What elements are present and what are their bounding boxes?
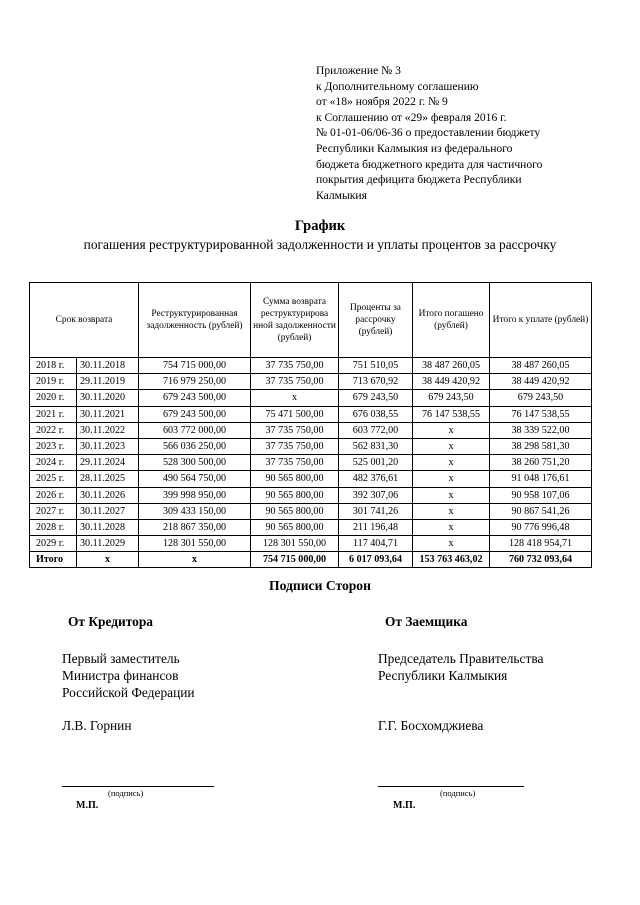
cell-topay: 90 776 996,48 [490, 519, 592, 535]
table-total-row [30, 552, 592, 568]
appendix-line: Приложение № 3 [316, 64, 401, 77]
table-row [30, 471, 592, 487]
header-debt: Реструктурированная задолженность (рублей) [139, 283, 251, 358]
cell-repay: 37 735 750,00 [251, 358, 339, 374]
cell-debt: 218 867 350,00 [139, 519, 251, 535]
cell-interest: 676 038,55 [339, 406, 413, 422]
cell-repay: 90 565 800,00 [251, 503, 339, 519]
borrower-position-line: Республики Калмыкия [378, 668, 508, 683]
creditor-name: Л.В. Горнин [62, 718, 132, 733]
cell-repay: 37 735 750,00 [251, 374, 339, 390]
cell-date: 29.11.2024 [77, 455, 139, 471]
table-row [30, 503, 592, 519]
cell-repay: 90 565 800,00 [251, 519, 339, 535]
cell-repay: 90 565 800,00 [251, 471, 339, 487]
creditor-seal: М.П. [76, 800, 99, 811]
cell-paid: 38 449 420,92 [413, 374, 490, 390]
cell-debt: 528 300 500,00 [139, 455, 251, 471]
cell-repay: 90 565 800,00 [251, 487, 339, 503]
creditor-position-line: Российской Федерации [62, 685, 195, 700]
appendix-line: бюджета бюджетного кредита для частичного [316, 157, 543, 171]
document-subtitle: погашения реструктурированной задолженности и уплаты процентов за рассрочку [83, 237, 557, 252]
appendix-line: от «18» ноября 2022 г. № 9 [316, 95, 448, 109]
borrower-signature-caption: (подпись) [440, 788, 476, 798]
cell-year: 2026 г. [30, 487, 77, 503]
appendix-line: Республики Калмыкия из федерального [316, 141, 513, 155]
cell-debt: 566 036 250,00 [139, 438, 251, 454]
header-term: Срок возврата [30, 283, 139, 358]
cell-total-interest: 6 017 093,64 [339, 552, 413, 568]
cell-interest: 525 001,20 [339, 455, 413, 471]
cell-topay: 91 048 176,61 [490, 471, 592, 487]
header-paid: Итого погашено (рублей) [413, 283, 490, 358]
table-row [30, 358, 592, 374]
cell-paid: x [413, 519, 490, 535]
table-row [30, 374, 592, 390]
appendix-line: Калмыкия [316, 188, 367, 202]
cell-topay: 38 487 260,05 [490, 358, 592, 374]
cell-date: 30.11.2020 [77, 390, 139, 406]
signatures-title: Подписи Сторон [269, 578, 371, 593]
cell-year: 2023 г. [30, 438, 77, 454]
cell-debt: 679 243 500,00 [139, 406, 251, 422]
cell-debt: 716 979 250,00 [139, 374, 251, 390]
cell-interest: 211 196,48 [339, 519, 413, 535]
table-row [30, 438, 592, 454]
cell-date: 30.11.2028 [77, 519, 139, 535]
cell-topay: 128 418 954,71 [490, 536, 592, 552]
cell-year: 2024 г. [30, 455, 77, 471]
table-row [30, 422, 592, 438]
cell-topay: 90 958 107,06 [490, 487, 592, 503]
cell-date: 30.11.2027 [77, 503, 139, 519]
cell-date: 30.11.2018 [77, 358, 139, 374]
creditor-position [62, 650, 195, 701]
cell-date: 30.11.2023 [77, 438, 139, 454]
cell-repay: 37 735 750,00 [251, 438, 339, 454]
cell-paid: x [413, 471, 490, 487]
cell-year: 2018 г. [30, 358, 77, 374]
cell-total-repay: 754 715 000,00 [251, 552, 339, 568]
cell-interest: 482 376,61 [339, 471, 413, 487]
cell-paid: x [413, 422, 490, 438]
cell-debt: 309 433 150,00 [139, 503, 251, 519]
table-row [30, 536, 592, 552]
cell-topay: 38 298 581,30 [490, 438, 592, 454]
table-row [30, 406, 592, 422]
cell-repay: 128 301 550,00 [251, 536, 339, 552]
cell-total-debt: x [139, 552, 251, 568]
cell-debt: 490 564 750,00 [139, 471, 251, 487]
cell-total-date: x [77, 552, 139, 568]
borrower-name: Г.Г. Босхомджиева [378, 718, 484, 733]
cell-paid: x [413, 455, 490, 471]
cell-interest: 679 243,50 [339, 390, 413, 406]
cell-paid: x [413, 438, 490, 454]
cell-debt: 128 301 550,00 [139, 536, 251, 552]
creditor-position-line: Первый заместитель [62, 651, 180, 666]
creditor-signature-line [62, 786, 214, 787]
appendix-line: покрытия дефицита бюджета Республики [316, 173, 522, 187]
cell-date: 30.11.2029 [77, 536, 139, 552]
borrower-seal: М.П. [393, 800, 416, 811]
table-row [30, 519, 592, 535]
cell-paid: x [413, 503, 490, 519]
cell-debt: 603 772 000,00 [139, 422, 251, 438]
cell-interest: 713 670,92 [339, 374, 413, 390]
cell-year: 2025 г. [30, 471, 77, 487]
cell-year: 2020 г. [30, 390, 77, 406]
cell-debt: 679 243 500,00 [139, 390, 251, 406]
cell-date: 29.11.2019 [77, 374, 139, 390]
header-repay: Сумма возврата реструктурирова нной задолженности (рублей) [251, 283, 339, 358]
table-row [30, 455, 592, 471]
cell-debt: 754 715 000,00 [139, 358, 251, 374]
borrower-position-line: Председатель Правительства [378, 651, 544, 666]
header-interest: Проценты за рассрочку (рублей) [339, 283, 413, 358]
cell-year: 2029 г. [30, 536, 77, 552]
cell-year: 2027 г. [30, 503, 77, 519]
cell-interest: 301 741,26 [339, 503, 413, 519]
appendix-line: № 01-01-06/06-36 о предоставлении бюджету [316, 126, 541, 140]
cell-total-label: Итого [30, 552, 77, 568]
borrower-signature-line [378, 786, 524, 787]
cell-interest: 603 772,00 [339, 422, 413, 438]
creditor-signature-caption: (подпись) [108, 788, 144, 798]
cell-paid: 38 487 260,05 [413, 358, 490, 374]
table-row [30, 487, 592, 503]
document-title: График [294, 218, 346, 234]
borrower-party: От Заемщика [385, 614, 468, 629]
cell-topay: 90 867 541,26 [490, 503, 592, 519]
appendix-line: к Соглашению от «29» февраля 2016 г. [316, 110, 507, 124]
cell-year: 2019 г. [30, 374, 77, 390]
appendix-header [316, 63, 616, 203]
cell-year: 2022 г. [30, 422, 77, 438]
cell-paid: x [413, 536, 490, 552]
cell-debt: 399 998 950,00 [139, 487, 251, 503]
borrower-position [378, 650, 543, 684]
cell-repay: 75 471 500,00 [251, 406, 339, 422]
cell-topay: 38 260 751,20 [490, 455, 592, 471]
cell-interest: 751 510,05 [339, 358, 413, 374]
header-topay: Итого к уплате (рублей) [490, 283, 592, 358]
cell-topay: 38 449 420,92 [490, 374, 592, 390]
cell-interest: 562 831,30 [339, 438, 413, 454]
cell-date: 28.11.2025 [77, 471, 139, 487]
cell-year: 2028 г. [30, 519, 77, 535]
cell-topay: 679 243,50 [490, 390, 592, 406]
cell-topay: 38 339 522,00 [490, 422, 592, 438]
appendix-line: к Дополнительному соглашению [316, 79, 479, 93]
cell-repay: 37 735 750,00 [251, 422, 339, 438]
cell-total-topay: 760 732 093,64 [490, 552, 592, 568]
cell-year: 2021 г. [30, 406, 77, 422]
cell-repay: 37 735 750,00 [251, 455, 339, 471]
cell-interest: 117 404,71 [339, 536, 413, 552]
cell-topay: 76 147 538,55 [490, 406, 592, 422]
repayment-schedule-table [29, 282, 592, 568]
table-row [30, 390, 592, 406]
creditor-position-line: Министра финансов [62, 668, 179, 683]
cell-paid: x [413, 487, 490, 503]
cell-total-paid: 153 763 463,02 [413, 552, 490, 568]
cell-paid: 679 243,50 [413, 390, 490, 406]
table-header-row [30, 283, 592, 358]
cell-repay: x [251, 390, 339, 406]
cell-date: 30.11.2021 [77, 406, 139, 422]
cell-date: 30.11.2026 [77, 487, 139, 503]
cell-interest: 392 307,06 [339, 487, 413, 503]
cell-date: 30.11.2022 [77, 422, 139, 438]
creditor-party: От Кредитора [68, 614, 153, 629]
cell-paid: 76 147 538,55 [413, 406, 490, 422]
